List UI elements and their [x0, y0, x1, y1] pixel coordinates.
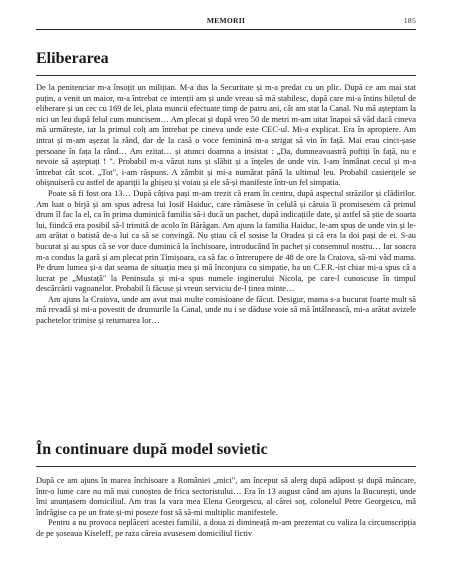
paragraph: Pentru a nu provoca neplăceri acestei familii, a doua zi dimineață m-am prezentat cu valiza la circumscripția de pe șoseaua Kiseleff, pe raza căreia avusesem domiciliul fictiv [36, 518, 416, 538]
paragraph: De la penitenciar m-a însoțit un milițian. M-a dus la Securitate și m-a predat cu un plic. După ce am mai stat puțin, a venit un maior, m-a întrebat ce intenții am și unde vreau să mă stabilesc, după care mi-a întins biletul de eliberare și un cec cu 169 de lei, plata muncii efectuate timp de patru ani, cât am stat la Canal. Nu mă așteptam la nici un leu după felul cum muncisem… Am plecat și după vreo 50 de metri m-am uitat înapoi să văd dacă cineva mă urmărește, iar la primul colț am întrebat pe cineva unde este CEC-ul. Mi-a explicat. Era în apropiere. Am intrat și m-am așezat la rând, dar de la casă o voce feminină m-a strigat să vin în față. Mai erau cinci-șase persoane în fața la rând… Am ezitat… și atunci doamna a insistat : „Da, dumneavoastră poftiți în față, nu e nevoie să așteptați ! ". Probabil m-a văzut tuns și slăbit și a înțeles de unde vin. I-am înmânat cecul și m-a întrebat cât scot. „Tot", i-am răspuns. A zâmbit și mi-a numărat până la ultimul leu. Probabil casierițele se obișnuiseră cu astfel de apariții la ghișeu și voiau și ele să-și manifeste într-un fel simpatia. [36, 83, 416, 188]
paragraph: Poate să fi fost ora 13… După câțiva pași m-am trezit că eram în centru, după aspectul străzilor și clădirilor. Am luat o birjă și am spus adresa lui Iosif Haiduc, care rămăsese în celulă și căruia îi promisesem că primul drum îl fac la el, ca în prima duminică familia să-i ducă un pachet, după indicațiile date, și astfel să știe de soarta lui, fiindcă era posibil să-l trimită de acolo în Bărăgan. Am ajuns la familia Haiduc, le-am spus de unde vin și le-am arătat o batistă de-a lui ca să se convingă. Nu știau că el sosise la Oradea și că era la doi pași de ei. S-au bucurat și au spus că se vor duce duminică la închisoare, introducând în pachet și consemnul nostru… Iar soacra m-a condus la gară și am plecat prin Timișoara, ca să fac o întrerupere de 48 de ore la Craiova, să-mi văd mama. Pe drum lumea și-a dat seama de situația mea și mă înconjura cu simpatie, ba un C.F.R.-ist chiar mi-a spus că a lucrat pe „Mustață" la Peninsula și mi-a spus numele inginerului Nicola, pe care-l cunoscuse în timpul descărcării vagoanelor. Probabil îi făcuse și vreun serviciu de-l ținea minte… [36, 188, 416, 294]
paragraph: După ce am ajuns în marea închisoare a României „mici", am început să alerg după adăpost și după mâncare, într-o lume care nu mă mai cunoștea de frica sectoristului… Era în 13 august când am ajuns la București, unde îmi anunțasem domiciliul. Am tras la vara mea Elena Georgescu, al cărei soț, colonelul Petre Georgescu, mă îndrăgise ca pe un frate și-mi poseze fost să să-mi multiplic manifestele. [36, 476, 416, 517]
paragraph: Am ajuns la Craiova, unde am avut mai multe comisioane de făcut. Desigur, mama s-a bucurat foarte mult să mă revadă și mi-a povestit de drumurile la Canal, unde nu i se dăduse voie să mă întâlnească, mi-a arătat avizele pachetelor trimise și returnarea lor… [36, 294, 416, 326]
section-rule [36, 75, 416, 76]
section-body-eliberarea [36, 83, 416, 327]
section-title-model-sovietic: În continuare după model sovietic [36, 441, 268, 458]
section-rule [36, 466, 416, 467]
running-head [36, 16, 416, 28]
section-title-eliberarea: Eliberarea [36, 50, 109, 67]
header-rule [36, 29, 416, 30]
running-head-title: MEMORII [206, 16, 246, 25]
section-body-model-sovietic [36, 476, 416, 540]
page-number: 185 [403, 16, 416, 25]
